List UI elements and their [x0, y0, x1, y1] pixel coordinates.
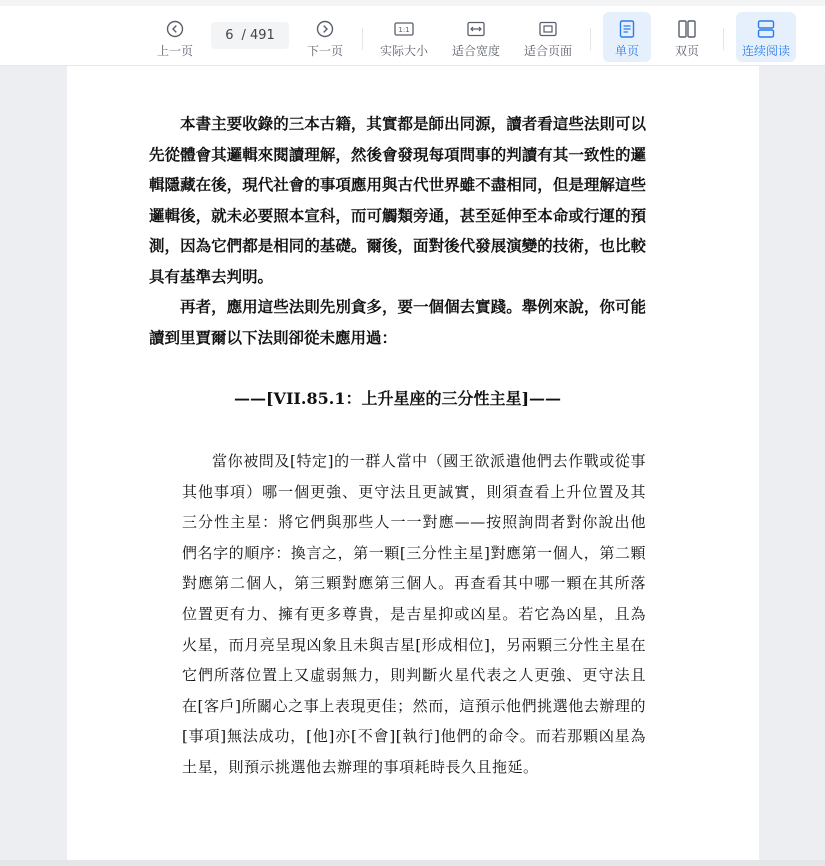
total-pages-value: / 491 [241, 28, 275, 43]
toolbar-divider [362, 28, 363, 50]
bottom-edge [0, 860, 825, 866]
prev-page-button[interactable] [150, 12, 200, 62]
reader-toolbar [0, 0, 825, 66]
next-page-button[interactable] [300, 12, 350, 62]
single-page-icon [619, 17, 635, 41]
fit-page-button[interactable] [520, 12, 576, 62]
continuous-reading-label: 连续阅读 [741, 44, 790, 58]
actual-size-icon [394, 17, 414, 41]
intro-paragraphs [149, 109, 646, 353]
chevron-left-circle-icon [166, 17, 184, 41]
quoted-rule-text: 當你被問及[特定]的一群人當中（國王欲派遣他們去作戰或從事其他事項）哪一個更強、更守法且更誠實，則須查看上升位置及其三分性主星：將它們與那些人一一對應——按照詢問者對你說出他們名字的順序：換言之，第一顆[三分性主星]對應第一個人，第二顆對應第二個人，第三顆對應第三個人。再查看其中哪一顆在其所落位置更有力、擁有更多尊貴，是吉星抑或凶星。若它為凶星，且為火星，而月亮呈現凶象且未與吉星[形成相位]，另兩顆三分性主星在它們所落位置上又虛弱無力，則判斷火星代表之人更強、更守法且在[客戶]所關心之事上表現更佳；然而，這預示他們挑選他去辦理的[事項]無法成功，[他]亦[不會][執行]他們的命令。而若那顆凶星為土星，則預示挑選他去辦理的事項耗時長久且拖延。 [182, 452, 646, 776]
fit-width-label: 适合宽度 [451, 44, 500, 58]
fit-page-icon [539, 17, 557, 41]
toolbar-divider [723, 28, 724, 50]
double-page-button[interactable] [663, 12, 711, 62]
intro-paragraph-1: 本書主要收錄的三本古籍，其實都是師出同源，讀者看這些法則可以先從體會其邏輯來閱讀理解，然後會發現每項問事的判讀有其一致性的邏輯隱藏在後，現代社會的事項應用與古代世界雖不盡相同，但是理解這些邏輯後，就未必要照本宣科，而可觸類旁通，甚至延伸至本命或行運的預測，因為它們都是相同的基礎。爾後，面對後代發展演變的技術，也比較具有基準去判明。 [149, 114, 646, 286]
actual-size-button[interactable] [376, 12, 432, 62]
svg-text:1:1: 1:1 [398, 26, 410, 34]
intro-paragraph-2: 再者，應用這些法則先別貪多，要一個個去實踐。舉例來說，你可能讀到里賈爾以下法則卻從未應用過： [149, 297, 646, 347]
double-page-icon [678, 17, 696, 41]
quoted-rule [182, 446, 646, 783]
next-page-label: 下一页 [306, 44, 343, 58]
chevron-right-circle-icon [316, 17, 334, 41]
page-number-input[interactable] [211, 22, 289, 49]
prev-page-label: 上一页 [156, 44, 193, 58]
single-page-label: 单页 [614, 44, 639, 58]
toolbar-divider [590, 28, 591, 50]
single-page-button[interactable] [603, 12, 651, 62]
continuous-reading-icon [757, 17, 775, 41]
fit-width-button[interactable] [448, 12, 504, 62]
continuous-reading-button[interactable] [736, 12, 796, 62]
fit-width-icon [467, 17, 485, 41]
current-page-value[interactable]: 6 [225, 28, 234, 43]
rule-heading: ——[VII.85.1：上升星座的三分性主星]—— [233, 389, 562, 408]
double-page-label: 双页 [674, 44, 699, 58]
actual-size-label: 实际大小 [379, 44, 428, 58]
fit-page-label: 适合页面 [523, 44, 572, 58]
